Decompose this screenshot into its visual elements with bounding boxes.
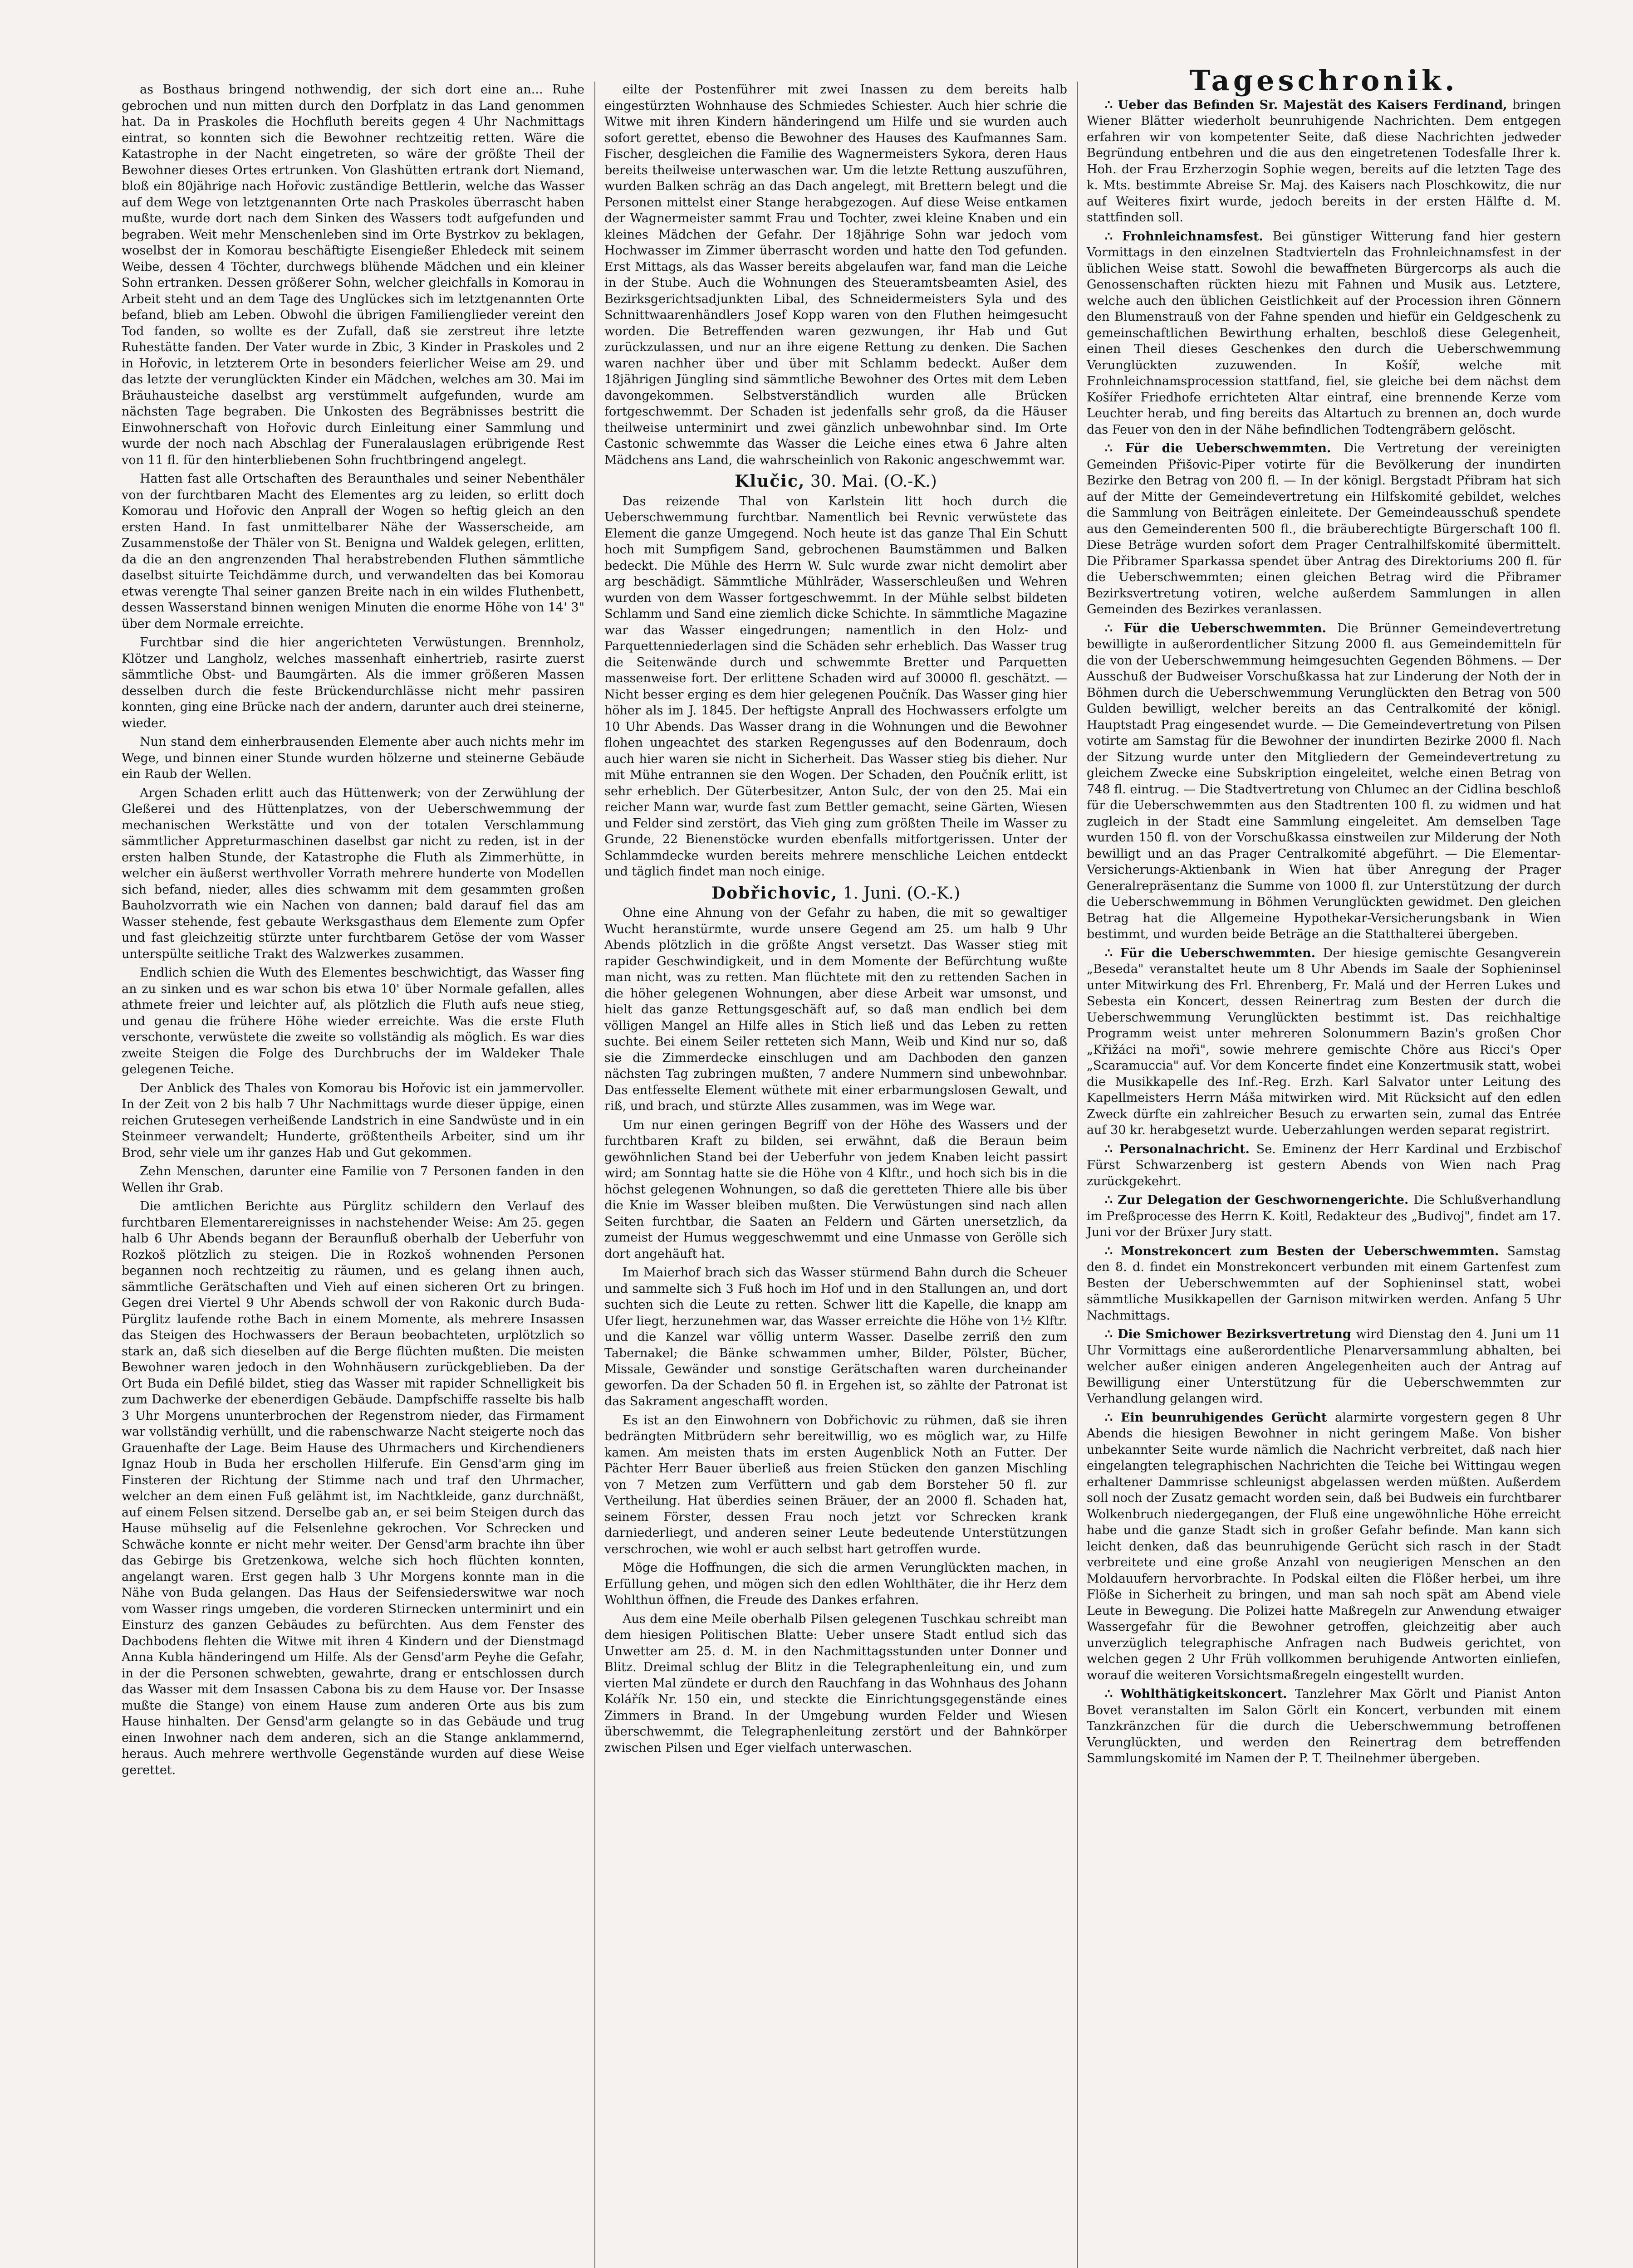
news-item-heading: ∴ Für die Ueberschwemmten.	[1105, 441, 1344, 455]
article-paragraph: Hatten fast alle Ortschaften des Beraunthales und seiner Nebenthäler von der furchtbaren Macht des Elementes arg zu leiden, so erlitt doch Komorau und Hořovic den Anprall der Wogen so heftig gleich an den ersten Hand. In fast unmittelbarer Nähe der Wasserscheide, am Zusammenstoße der Thäler von St. Benigna und Waldek gelegen, erlitten, da die an den angrenzenden Thal herabstrebenden Fluthen sämmtliche daselbst situirte Teichdämme durch, und verwandelten das bei Komorau etwas verengte Thal seiner ganzen Breite nach in ein wildes Fluthenbett, dessen Wasserstand binnen wenigen Minuten die enorme Höhe von 14' 3" über dem Normale erreichte.	[122, 472, 584, 631]
dateline-dobrichovic: Dobřichovic, 1. Juni. (O.-K.)	[711, 883, 961, 903]
news-item-body: Die Schlußverhandlung im Preßprocesse des Herrn K. Koitl, Redakteur des „Budivoj", findet am 17. Juni vor der Brüxer Jury statt.	[1087, 1193, 1561, 1239]
article-paragraph: Nun stand dem einherbrausenden Elemente aber auch nichts mehr im Wege, und binnen einer Stunde wurden hölzerne und steinerne Gebäude ein Raub der Wellen.	[122, 735, 584, 781]
article-paragraph: Der Anblick des Thales von Komorau bis Hořovic ist ein jammervoller. In der Zeit von 2 bis halb 7 Uhr Nachmittags wurde dieser üppige, einen reichen Grutesegen verheißende Landstrich in eine Sandwüste und in ein Steinmeer verwandelt; Hunderte, größtentheils Arbeiter, sind um ihr Brod, sehr viele um ihr ganzes Hab und Gut gekommen.	[122, 1081, 584, 1160]
news-item-body: Der hiesige gemischte Gesangverein „Beseda" veranstaltet heute um 8 Uhr Abends im Saale der Sophieninsel unter Mitwirkung des Frl. Ehrenberg, Fr. Malá und der Herren Lukes und Sebesta ein Koncert, dessen Reinertrag zum Besten der durch die Ueberschwemmung Verunglückten bestimmt ist. Das reichhaltige Programm weist unter mehreren Solonummern Bazin's großen Chor „Křižáci na moři", sowie mehrere gemischte Chöre aus Ricci's Oper „Scaramuccia" auf. Vor dem Koncerte findet eine Konzertmusik statt, wobei die Musikkapelle des Inf.-Reg. Erzh. Karl Salvator unter Leitung des Kapellmeisters Herrn Máša mitwirken wird. Mit Rücksicht auf den edlen Zweck dürfte ein zahlreicher Besuch zu erwarten sein, zumal das Entrée auf 30 kr. herabgesetzt wurde. Ueberzahlungen werden separat registrirt.	[1087, 946, 1561, 1137]
news-item-heading: ∴ Wohlthätigkeitskoncert.	[1105, 1687, 1295, 1701]
news-item	[1087, 229, 1561, 438]
news-item	[1087, 1243, 1561, 1324]
news-item	[1087, 97, 1561, 226]
news-item-heading: ∴ Personalnachricht.	[1105, 1142, 1256, 1156]
article-paragraph: Um nur einen geringen Begriff von der Höhe des Wassers und der furchtbaren Kraft zu bilden, sei erwähnt, daß die Beraun beim gewöhnlichen Stand bei der Ueberfuhr von jedem Knaben leicht passirt wird; am Sonntag hatte sie die Höhe von 4 Klftr., und hoch sich bis in die höchst gelegenen Wohnungen, so daß die geretteten Thiere alle bis über die Knie im Wasser bleiben mußten. Die Verwüstungen sind nach allen Seiten furchtbar, die Saaten an Feldern und Gärten unersetzlich, da zumeist der Humus weggeschwemmt und eine Unmasse von Gerölle sich dort angehäuft hat.	[604, 1118, 1067, 1261]
news-item-heading: ∴ Zur Delegation der Geschwornengerichte.	[1105, 1193, 1414, 1207]
news-item-heading: ∴ Frohnleichnamsfest.	[1105, 229, 1273, 244]
news-item-body: Tanzlehrer Max Görlt und Pianist Anton Bovet veranstalten im Salon Görlt ein Koncert, verbunden mit einem Tanzkränzchen für die durch die Ueberschwemmung betroffenen Verunglückten, und werden den Reinertrag dem betreffenden Sammlungskomité im Namen der P. T. Theilnehmer übergeben.	[1087, 1687, 1561, 1765]
news-item	[1087, 440, 1561, 618]
dateline-klucic: Klučic, 30. Mai. (O.-K.)	[735, 472, 937, 491]
news-item-body: Samstag den 8. d. findet ein Monstrekoncert verbunden mit einem Gartenfest zum Besten der Ueberschwemmten auf der Sophieninsel statt, wobei sämmtliche Musikkapellen der Garnison mitwirken werden. Anfang 5 Uhr Nachmittags.	[1087, 1244, 1561, 1323]
column-divider	[594, 82, 595, 2268]
article-paragraph: Aus dem eine Meile oberhalb Pilsen gelegenen Tuschkau schreibt man dem hiesigen Politischen Blatte: Ueber unsere Stadt entlud sich das Unwetter am 25. d. M. in den Nachmittagsstunden unter Donner und Blitz. Dreimal schlug der Blitz in die Telegraphenleitung ein, und zum vierten Mal zündete er durch den Rauchfang in das Wohnhaus des Johann Kolářík Nr. 150 ein, und steckte die Einrichtungsgegenstände eines Zimmers in Brand. In der Umgebung wurden Felder und Wiesen überschwemmt, die Telegraphenleitung zerstört und der Bahnkörper zwischen Pilsen und Eger vielfach unterwaschen.	[604, 1612, 1067, 1755]
article-paragraph: as Bosthaus bringend nothwendig, der sich dort eine an... Ruhe gebrochen und nun mitten durch den Dorfplatz in das Land genommen hat. Da in Praskoles die Hochfluth bereits gegen 4 Uhr Nachmittags eintrat, so konnten sich die Bewohner rechtzeitig retten. Wäre die Katastrophe in der Nacht eingetreten, so wäre der größte Theil der Bewohner dieses Ortes ertrunken. Von Glashütten ertrank dort Niemand, bloß ein 80jährige nach Hořovic zuständige Bettlerin, welche das Wasser auf dem Wege von letztgenannten Orte nach Praskoles überrascht haben mußte, wurde dort nach dem Sinken des Wassers todt aufgefunden und begraben. Weit mehr Menschenleben sind im Orte Bystrkov zu beklagen, woselbst der in Komorau beschäftigte Eisengießer Ehledeck mit seinem Weibe, dessen 4 Töchter, durchwegs blühende Mädchen und ein kleiner Sohn ertranken. Dessen größerer Sohn, welcher gleichfalls in Komorau in Arbeit steht und an dem Tage des Unglückes sich im letztgenannten Orte befand, blieb am Leben. Obwohl die übrigen Familienglieder vereint den Tod fanden, so wollte es der Zufall, daß sie zerstreut ihre letzte Ruhestätte fanden. Der Vater wurde in Zbic, 3 Kinder in Praskoles und 2 in Hořovic, in letzterem Orte in besonders feierlicher Weise am 29. und das letzte der verunglückten Kinder ein Mädchen, welches am 30. Mai im Bräuhausteiche daselbst arg verstümmelt aufgefunden, wurde am nächsten Tage begraben. Die Unkosten des Begräbnisses bestritt die Einwohnerschaft von Hořovic durch Einleitung einer Sammlung und wurde der noch nach Abschlag der Funeralauslagen erübrigende Rest von 11 fl. für den hinterbliebenen Sohn fruchtbringend angelegt.	[122, 83, 584, 467]
news-item	[1087, 1410, 1561, 1684]
section-masthead: Tageschronik.	[1189, 64, 1458, 97]
article-paragraph: Möge die Hoffnungen, die sich die armen Verunglückten machen, in Erfüllung gehen, und mögen sich den edlen Wohlthäter, die ihr Herz dem Wohlthun öffnen, die Freude des Dankes erfahren.	[604, 1561, 1067, 1607]
news-item-heading: ∴ Ueber das Befinden Sr. Majestät des Kaisers Ferdinand,	[1105, 98, 1513, 112]
article-paragraph: Im Maierhof brach sich das Wasser stürmend Bahn durch die Scheuer und sammelte sich 3 Fuß hoch im Hof und in den Stallungen an, und dort suchten sich die Leute zu retten. Schwer litt die Kapelle, die knapp am Ufer liegt, herzunehmen war, das Wasser erreichte die Höhe von 1½ Klftr. und die Kanzel war völlig unterm Wasser. Daselbe zerriß den zum Tabernakel; die Bänke schwammen umher, Bilder, Pölster, Bücher, Missale, Gewänder und sonstige Gerätschaften waren durcheinander geworfen. Da der Schaden 50 fl. in Ergehen ist, so zählte der Patronat ist das Sakrament angeschafft worden.	[604, 1266, 1067, 1408]
news-item-heading: ∴ Die Smichower Bezirksvertretung	[1105, 1327, 1356, 1341]
news-item	[1087, 1192, 1561, 1241]
article-paragraph: eilte der Postenführer mit zwei Inassen zu dem bereits halb eingestürzten Wohnhause des Schmiedes Schiester. Auch hier schrie die Witwe mit ihren Kindern händeringend um Hilfe und sie wurden auch sofort gerettet, ebenso die Bewohner des Hauses des Kaufmannes Sam. Fischer, desgleichen die Familie des Wagnermeisters Sykora, deren Haus bereits theilweise unterwaschen war. Um die letzte Rettung auszuführen, wurden Balken schräg an das Dach angelegt, mit Brettern belegt und die Personen mittelst einer Stange herabgezogen. Auf diese Weise entkamen der Wagnermeister sammt Frau und Tochter, zwei kleine Knaben und ein kleines Mädchen der Gefahr. Der 18jährige Sohn war jedoch vom Hochwasser im Zimmer überrascht worden und hatte den Tod gefunden. Erst Mittags, als das Wasser bereits abgelaufen war, fand man die Leiche in der Stube. Auch die Wohnungen des Steueramtsbeamten Asiel, des Bezirksgerichtsadjunkten Libal, des Schneidermeisters Syla und des Schnittwaarenhändlers Josef Kopp waren von den Fluthen heimgesucht worden. Die Betreffenden waren gezwungen, ihr Hab und Gut zurückzulassen, und nur an ihre eigene Rettung zu denken. Die Sachen waren nachher über und über mit Schlamm bedeckt. Außer dem 18jährigen Jüngling sind sämmtliche Bewohner des Ortes mit dem Leben davongekommen. Selbstverständlich wurden alle Brücken fortgeschwemmt. Der Schaden ist jedenfalls sehr groß, da die Häuser theilweise unterminirt und zwei gänzlich unbewohnbar sind. Im Orte Castonic schwemmte das Wasser die Leiche eines etwa 6 Jahre alten Mädchens ans Land, die wahrscheinlich von Rakonic angeschwemmt war.	[604, 83, 1067, 467]
news-item-heading: ∴ Für die Ueberschwemmten.	[1105, 946, 1323, 960]
news-item-body: Die Brünner Gemeindevertretung bewilligte in außerordentlicher Sitzung 2000 fl. aus Gemeindemitteln für die von der Ueberschwemmung heimgesuchten Gegenden Böhmens. — Der Ausschuß der Budweiser Vorschußkassa hat zur Linderung der Noth der in Böhmen durch die Ueberschwemmung Verunglückten den Betrag von 500 Gulden bewilligt, welcher bereits an das Centralkomité der königl. Hauptstadt Prag eingesendet wurde. — Die Gemeindevertretung von Pilsen votirte am Samstag für die Bewohner der inundirten Bezirke 2000 fl. Nach der Sitzung wurde unter den Mitgliedern der Gemeindevertretung zu gleichem Zwecke eine Subskription eingeleitet, welche einen Betrag von 748 fl. eintrug. — Die Stadtvertretung von Chlumec an der Cidlina beschloß für die Ueberschwemmten aus den Stadtrenten 100 fl. zu widmen und hat zugleich in der Stadt eine Sammlung eingeleitet. Am demselben Tage wurden 150 fl. von der Vorschußkassa einstweilen zur Milderung der Noth bewilligt und an das Prager Centralkomité abgeführt. — Die Elementar-Versicherungs-Aktienbank in Wien hat über Anregung der Prager Generalrepräsentanz die Summe von 1000 fl. zur Unterstützung der durch die Ueberschwemmung in Böhmen Verunglückten gewidmet. Den gleichen Betrag hat die Allgemeine Hypothekar-Versicherungsbank in Wien bestimmt, und wurden beide Beträge an die Statthalterei übergeben.	[1087, 621, 1561, 941]
news-item	[1087, 945, 1561, 1139]
news-item	[1087, 1326, 1561, 1407]
news-item	[1087, 621, 1561, 943]
column-right	[1087, 64, 1561, 1767]
news-item-body: Die Vertretung der vereinigten Gemeinden Přišovic-Piper votirte für die Bevölkerung der inundirten Bezirke den Betrag von 200 fl. — In der königl. Bergstadt Přibram hat sich auf der Mitte der Gemeindevertretung ein Hilfskomité gebildet, welches die Sammlung von Beiträgen einleitete. Der Gemeindeausschuß spendete aus den Gemeinderenten 500 fl., die bräuberechtigte Bürgerschaft 100 fl. Diese Beträge wurden sofort dem Prager Centralhilfskomité übermittelt. Die Přibramer Sparkassa spendet über Antrag des Direktoriums 200 fl. für die Ueberschwemmten; einen gleichen Betrag wird die Přibramer Bezirksvertretung votiren, welche außerdem Sammlungen in allen Gemeinden des Bezirkes veranlassen.	[1087, 441, 1561, 616]
article-paragraph: Zehn Menschen, darunter eine Familie von 7 Personen fanden in den Wellen ihr Grab.	[122, 1164, 584, 1195]
article-paragraph: Ohne eine Ahnung von der Gefahr zu haben, die mit so gewaltiger Wucht heranstürmte, wurde unsere Gegend am 25. um halb 9 Uhr Abends plötzlich in die größte Angst versetzt. Das Wasser stieg mit rapider Geschwindigkeit, und in dem Momente der Befürchtung wußte man nicht, was zu retten. Man flüchtete mit den zu rettenden Sachen in die höher gelegenen Wohnungen, aber diese Arbeit war umsonst, und hielt das ganze Rettungsgeschäft auf, so daß man endlich bei dem völligen Mangel an Hilfe alles in Stich ließ und das Leben zu retten suchte. Bei einem Seiler retteten sich Mann, Weib und Kind nur so, daß sie die Zimmerdecke einschlugen und am Dachboden den ganzen nächsten Tag zubringen mußten, 7 andere Nummern sind unbewohnbar. Das entfesselte Element wüthete mit einer erbarmungslosen Gewalt, und riß, und brach, und stürzte Alles zusammen, was im Wege war.	[604, 906, 1067, 1113]
article-paragraph: Endlich schien die Wuth des Elementes beschwichtigt, das Wasser fing an zu sinken und es war schon bis etwa 10' über Normale gefallen, alles athmete freier und leichter auf, als plötzlich die Fluth aufs neue stieg, und genau die frühere Höhe wieder erreichte. Was die erste Fluth verschonte, verwüstete die zweite so vollständig als möglich. Es war dies zweite Steigen die Folge des Durchbruchs der im Waldeker Thale gelegenen Teiche.	[122, 966, 584, 1076]
news-item-heading: ∴ Für die Ueberschwemmten.	[1105, 621, 1338, 635]
article-paragraph: Das reizende Thal von Karlstein litt hoch durch die Ueberschwemmung furchtbar. Namentlich bei Revnic verwüstete das Element die ganze Umgegend. Noch heute ist das ganze Thal Ein Schutt hoch mit Sumpfigem Sand, gebrochenen Baumstämmen und Balken bedeckt. Die Mühle des Herrn W. Sulc wurde zwar nicht demolirt aber arg beschädigt. Sämmtliche Mühlräder, Wasserschleußen und Wehren wurden von dem Wasser fortgeschwemmt. In der Mühle selbst bildeten Schlamm und Sand eine ziemlich dicke Schichte. In sämmtliche Magazine war das Wasser eingedrungen; namentlich in den Holz- und Parquettenniederlagen sind die Schäden sehr erheblich. Das Wasser trug die Seitenwände durch und schwemmte Bretter und Parquetten massenweise fort. Der erlittene Schaden wird auf 30000 fl. geschätzt. — Nicht besser erging es dem hier gelegenen Poučník. Das Wasser ging hier höher als im J. 1845. Der heftigste Anprall des Hochwassers erfolgte um 10 Uhr Abends. Das Wasser drang in die Wohnungen und die Bewohner flohen ungeachtet des starken Regengusses auf den Bodenraum, doch auch hier waren sie nicht in Sicherheit. Das Wasser stieg bis dieher. Nur mit Mühe entrannen sie den Wogen. Der Schaden, den Poučník erlitt, ist sehr erheblich. Der Güterbesitzer, Anton Sulc, der von den 25. Mai ein reicher Mann war, wurde fast zum Bettler gemacht, seine Gärten, Wiesen und Felder sind zerstört, das Vieh ging zum größten Theile im Wasser zu Grunde, 22 Bienenstöcke wurden ebenfalls mitfortgerissen. Unter der Schlammdecke wurden bereits mehrere menschliche Leichen entdeckt und täglich findet man noch einige.	[604, 494, 1067, 879]
column-left	[122, 82, 584, 1778]
news-item	[1087, 1686, 1561, 1767]
news-item-body: Bei günstiger Witterung fand hier gestern Vormittags in den einzelnen Stadtvierteln das Frohnleichnamsfest in der üblichen Weise statt. Sowohl die bewaffneten Bürgercorps als auch die Genossenschaften rückten hiezu mit Fahnen und Musik aus. Letztere, welche auch den üblichen Geistlichkeit auf der Procession ihren Gönnern den Blumenstrauß von der Fahne spenden und hiefür ein Geldgeschenk zu gemeinschaftlichen Bewirthung erhalten, beschloß diese Gelegenheit, einen Theil dieses Geschenkes den durch die Ueberschwemmung Verunglückten zuzuwenden. In Košíř, welche mit Frohnleichnamsprocession stattfand, fiel, sie gleiche bei dem nächst dem Košířer Friedhofe errichteten Altar eintraf, eine brennende Kerze vom Leuchter herab, und fing bereits das Altartuch zu brennen an, doch wurde das Feuer von den in der Nähe befindlichen Todtengräbern gelöscht.	[1087, 229, 1561, 437]
news-item-heading: ∴ Ein beunruhigendes Gerücht	[1105, 1410, 1335, 1425]
article-paragraph: Die amtlichen Berichte aus Pürglitz schildern den Verlauf des furchtbaren Elementarereignisses in nachstehender Weise: Am 25. gegen halb 6 Uhr Abends begann der Beraunfluß oberhalb der Ueberfuhr von Rozkoš plötzlich zu steigen. Die in Rozkoš wohnenden Personen begannen noch rechtzeitig zu räumen, und es gelang ihnen auch, sämmtliche Gerätschaften und Vieh auf einen sicheren Ort zu bringen. Gegen drei Viertel 9 Uhr Abends schwoll der von Rakonic durch Buda-Pürglitz laufende rothe Bach in einem Momente, als mehrere Insassen das Steigen des Hochwassers der Beraun beobachteten, urplötzlich so stark an, daß sich dieselben auf die Berge flüchten mußten. Die meisten Bewohner waren jedoch in den Wohnhäusern zurückgeblieben. Da der Ort Buda ein Defilé bildet, stieg das Wasser mit rapider Schnelligkeit bis zum Dachwerke der ebenerdigen Gebäude. Dampfschiffe rasselte bis halb 3 Uhr Morgens ununterbrochen der Regenstrom nieder, das Firmament war vollständig verhüllt, und die rabenschwarze Nacht steigerte noch das Grauenhafte der Lage. Beim Hause des Uhrmachers und Kirchendieners Ignaz Houb in Buda her erschollen Hilferufe. Ein Gensd'arm ging im Finsteren der Richtung der Stimme nach und traf den Uhrmacher, welcher an dem einen Fuß gelähmt ist, im Nachtkleide, ganz durchnäßt, auf einem Felsen sitzend. Derselbe gab an, er sei beim Steigen durch das Hause mühselig auf die Felsenlehne gekrochen. Vor Schrecken und Schwäche konnte er nicht mehr weiter. Der Gensd'arm brachte ihn über das Gebirge bis Gretzenkowa, welche sich hoch flüchten konnten, angelangt waren. Erst gegen halb 3 Uhr Morgens konnte man in die Nähe von Buda gelangen. Das Haus der Seifensiederswitwe war noch vom Wasser rings umgeben, die vorderen Stirnecken unterminirt und ein Einsturz des ganzen Gebäudes zu befürchten. Aus dem Fenster des Dachbodens flehten die Witwe mit ihren 4 Kindern und der Dienstmagd Anna Kubla händeringend um Hilfe. Als der Gensd'arm Peyhe die Gefahr, in der die Personen schwebten, gewahrte, drang er entschlossen durch das Wasser mit dem Insassen Cabona bis zu dem Hause vor. Der Insasse mußte die Stange) von einem Hause zum anderen Orte aus bis zum Hause hinhalten. Der Gensd'arm gelangte so in das Gebäude und trug einen Inwohner nach dem anderen, sich an die Stange anklammernd, heraus. Auch mehrere werthvolle Gegenstände wurden auf diese Weise gerettet.	[122, 1199, 584, 1777]
news-item-body: alarmirte vorgestern gegen 8 Uhr Abends die hiesigen Bewohner in nicht geringem Maße. Von bisher unbekannter Seite wurde nämlich die Nachricht verbreitet, daß nach hier eingelangten telegraphischen Nachrichten die Teiche bei Wittingau wegen erhaltener Dammrisse schleunigst abgelassen werden müßten. Außerdem soll noch der Zusatz gemacht worden sein, daß bei Budweis ein furchtbarer Wolkenbruch niedergegangen, der Fluß eine ungewöhnliche Höhe erreicht habe und die ganze Stadt sich in großer Gefahr befinde. Man kann sich leicht denken, daß das beunruhigende Gerücht sich rasch in der Stadt verbreitete und eine große Anzahl von neugierigen Menschen an den Moldauufern hervorbrachte. In Podskal eilten die Flößer herbei, um ihre Flöße in Sicherheit zu bringen, und man sah noch spät am Abend viele Leute in Bewegung. Die Polizei hatte Maßregeln zur Anwendung etwaiger Wassergefahr für die Bewohner getroffen, gleichzeitig aber auch unverzüglich telegraphische Anfragen nach Budweis gerichtet, von welchen gegen 2 Uhr Früh vollkommen beruhigende Antworten einliefen, worauf die weiteren Vorsichtsmaßregeln eingestellt wurden.	[1087, 1410, 1561, 1682]
article-paragraph: Argen Schaden erlitt auch das Hüttenwerk; von der Zerwühlung der Gleßerei und des Hüttenplatzes, von der Ueberschwemmung der mechanischen Werkstätte und von der totalen Verschlammung sämmtlicher Appreturmaschinen daselbst gar nicht zu reden, ist in der ersten halben Stunde, der Katastrophe die Fluth als Zimmerhütte, in welcher ein äußerst werthvoller Vorrath mehrere hunderte von Modellen sich befand, nieder, alles dies schwamm mit dem gesammten großen Bauholzvorrath wie ein Nachen von dannen; bald darauf fiel das am Wasser stehende, fest gebaute Werksgasthaus dem Elemente zum Opfer und fast gleichzeitig stürzte unter furchtbarem Getöse der vom Wasser unterspülte seitliche Trakt des Walzwerkes zusammen.	[122, 786, 584, 961]
article-paragraph: Es ist an den Einwohnern von Dobřichovic zu rühmen, daß sie ihren bedrängten Mitbrüdern sehr bereitwillig, wo es möglich war, zu Hilfe kamen. Am meisten thats im ersten Augenblick Noth an Futter. Der Pächter Herr Bauer überließ aus freien Stücken den ganzen Mischling von 7 Metzen zum Verfüttern und gab dem Borsteher 50 fl. zur Vertheilung. Hat überdies seinen Bräuer, der an 2000 fl. Schaden hat, seinem Förster, dessen Frau noch jetzt vor Schrecken krank darniederliegt, und anderen seiner Leute bedeutende Unterstützungen verschrochen, wie wohl er auch selbst hart getroffen wurde.	[604, 1413, 1067, 1556]
news-item-body: Se. Eminenz der Herr Kardinal und Erzbischof Fürst Schwarzenberg ist gestern Abends von Wien nach Prag zurückgekehrt.	[1087, 1142, 1561, 1188]
news-item-heading: ∴ Monstrekoncert zum Besten der Ueberschwemmten.	[1105, 1244, 1507, 1258]
article-paragraph: Furchtbar sind die hier angerichteten Verwüstungen. Brennholz, Klötzer und Langholz, welches massenhaft einhertrieb, rasirte zuerst sämmtliche Obst- und Baumgärten. Als die immer größeren Massen desselben durch die feste Brückendurchlässe nicht mehr passiren konnten, ging eine Brücke nach der andern, darunter auch drei steinerne, wieder.	[122, 635, 584, 730]
news-item-body: bringen Wiener Blätter wiederholt beunruhigende Nachrichten. Dem entgegen erfahren wir von kompetenter Seite, daß diese Nachrichten jedweder Begründung entbehren und die aus den eingetretenen Todesfalle Ihrer k. Hoh. der Frau Erzherzogin Sophie wegen, bereits auf die letzten Tage des k. Mts. bestimmte Abreise Sr. Maj. des Kaisers nach Ploschkowitz, die nur auf Weiteres fixirt wurde, jedoch bereits in der ersten Hälfte d. M. stattfinden soll.	[1087, 98, 1561, 225]
column-middle	[604, 82, 1067, 1756]
news-item	[1087, 1141, 1561, 1190]
news-item-body: wird Dienstag den 4. Juni um 11 Uhr Vormittags eine außerordentliche Plenarversammlung abhalten, bei welcher außer einigen anderen Angelegenheiten auch der Antrag auf Bewilligung einer Unterstützung für die Ueberschwemmten zur Verhandlung gelangen wird.	[1087, 1327, 1561, 1406]
column-divider	[1077, 82, 1078, 2268]
